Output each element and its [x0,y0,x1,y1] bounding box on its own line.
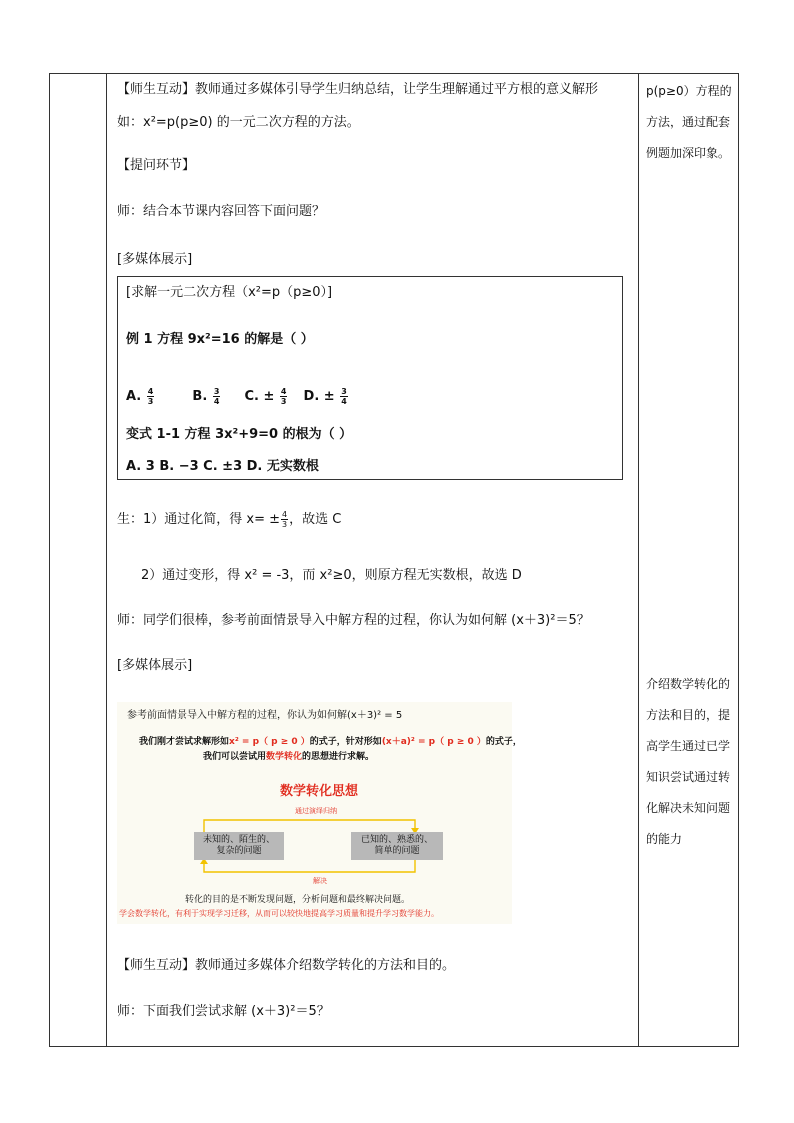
side-note-1: p(p≥0）方程的方法，通过配套例题加深印象。 [646,84,732,160]
example-1: 例 1 方程 9x²=16 的解是（ ） [126,332,314,347]
paragraph-teacher-question: 师：结合本节课内容回答下面问题？ [117,204,326,219]
slide-heading: 数学转化思想 [280,784,359,799]
bottom-arrow-line [204,860,415,872]
slide-note-1: 转化的目的是不断发现问题，分析问题和最终解决问题。 [185,895,411,905]
option-d-label: D. ± [303,389,335,404]
section-question: 【提问环节】 [117,158,196,173]
variant-1-1: 变式 1-1 方程 3x²+9=0 的根为（ ） [126,427,353,442]
column-divider [638,74,639,1046]
side-note-2: 介绍数学转化的方法和目的，提高学生通过已学知识尝试通过转化解决未知问题的能力 [646,677,731,846]
paragraph-teacher-attempt: 师：下面我们尝试求解 (x＋3)²＝5？ [117,1004,330,1019]
option-a-fraction: $\frac{4}{3}$ [147,387,154,406]
top-arrow-line [204,820,415,832]
slide-bottom-arrow-label: 解决 [313,877,327,885]
option-c-label: C. ± [244,389,275,404]
student-answer-1: 生：1）通过化简，得 x= ± $\frac{4}{3}$ ，故选 C [117,510,342,529]
lesson-table [49,73,739,1047]
multimedia-label: [多媒体展示] [117,252,193,267]
paragraph-interaction-1-cont: 如：x²=p(p≥0) 的一元二次方程的方法。 [117,115,360,130]
column-divider [106,74,107,1046]
multimedia-label-2: [多媒体展示] [117,658,193,673]
side-notes-cell [640,74,738,1046]
paragraph-interaction-1: 【师生互动】教师通过多媒体引导学生归纳总结，让学生理解通过平方根的意义解形 [117,82,599,97]
example-box [117,276,623,480]
answer-fraction: $\frac{4}{3}$ [282,510,288,529]
option-b-fraction: $\frac{3}{4}$ [213,387,220,406]
slide-line-1: 我们刚才尝试求解形如x² = p（ p ≥ 0 ）的式子，针对形如(x＋a)² = p（ p ≥ 0 ）的式子， [139,737,522,747]
example-1-options [126,387,349,406]
slide-top-arrow-label: 通过演绎归纳 [295,807,337,815]
student-answer-2: 2）通过变形，得 x² = -3，而 x²≥0，则原方程无实数根，故选 D [141,568,522,583]
slide-cycle-arrows [117,702,512,924]
slide-note-2: 学会数学转化，有利于实现学习迁移，从而可以较快地提高学习质量和提升学习数学能力。 [119,909,439,918]
slide-line-2: 我们可以尝试用数学转化的思想进行求解。 [203,752,375,762]
variant-1-1-options: A. 3 B. −3 C. ±3 D. 无实数根 [126,459,319,474]
slide-question: 参考前面情景导入中解方程的过程，你认为如何解(x＋3)² = 5 [127,710,403,721]
option-d-fraction: $\frac{3}{4}$ [341,387,347,406]
slide-image [117,702,522,924]
option-c-fraction: $\frac{4}{3}$ [280,387,287,406]
option-b-label: B. [192,389,208,404]
example-box-title: [求解一元二次方程（x²=p（p≥0）] [126,285,333,300]
unknown-problem-box: 未知的、陌生的、 复杂的问题 [194,832,284,860]
paragraph-interaction-2: 【师生互动】教师通过多媒体介绍数学转化的方法和目的。 [117,958,456,973]
paragraph-teacher-prompt: 师：同学们很棒，参考前面情景导入中解方程的过程，你认为如何解 (x＋3)²＝5？ [117,613,590,628]
known-problem-box: 已知的、熟悉的、 简单的问题 [351,832,443,860]
option-a-label: A. [126,389,142,404]
main-content-cell [108,74,638,1046]
